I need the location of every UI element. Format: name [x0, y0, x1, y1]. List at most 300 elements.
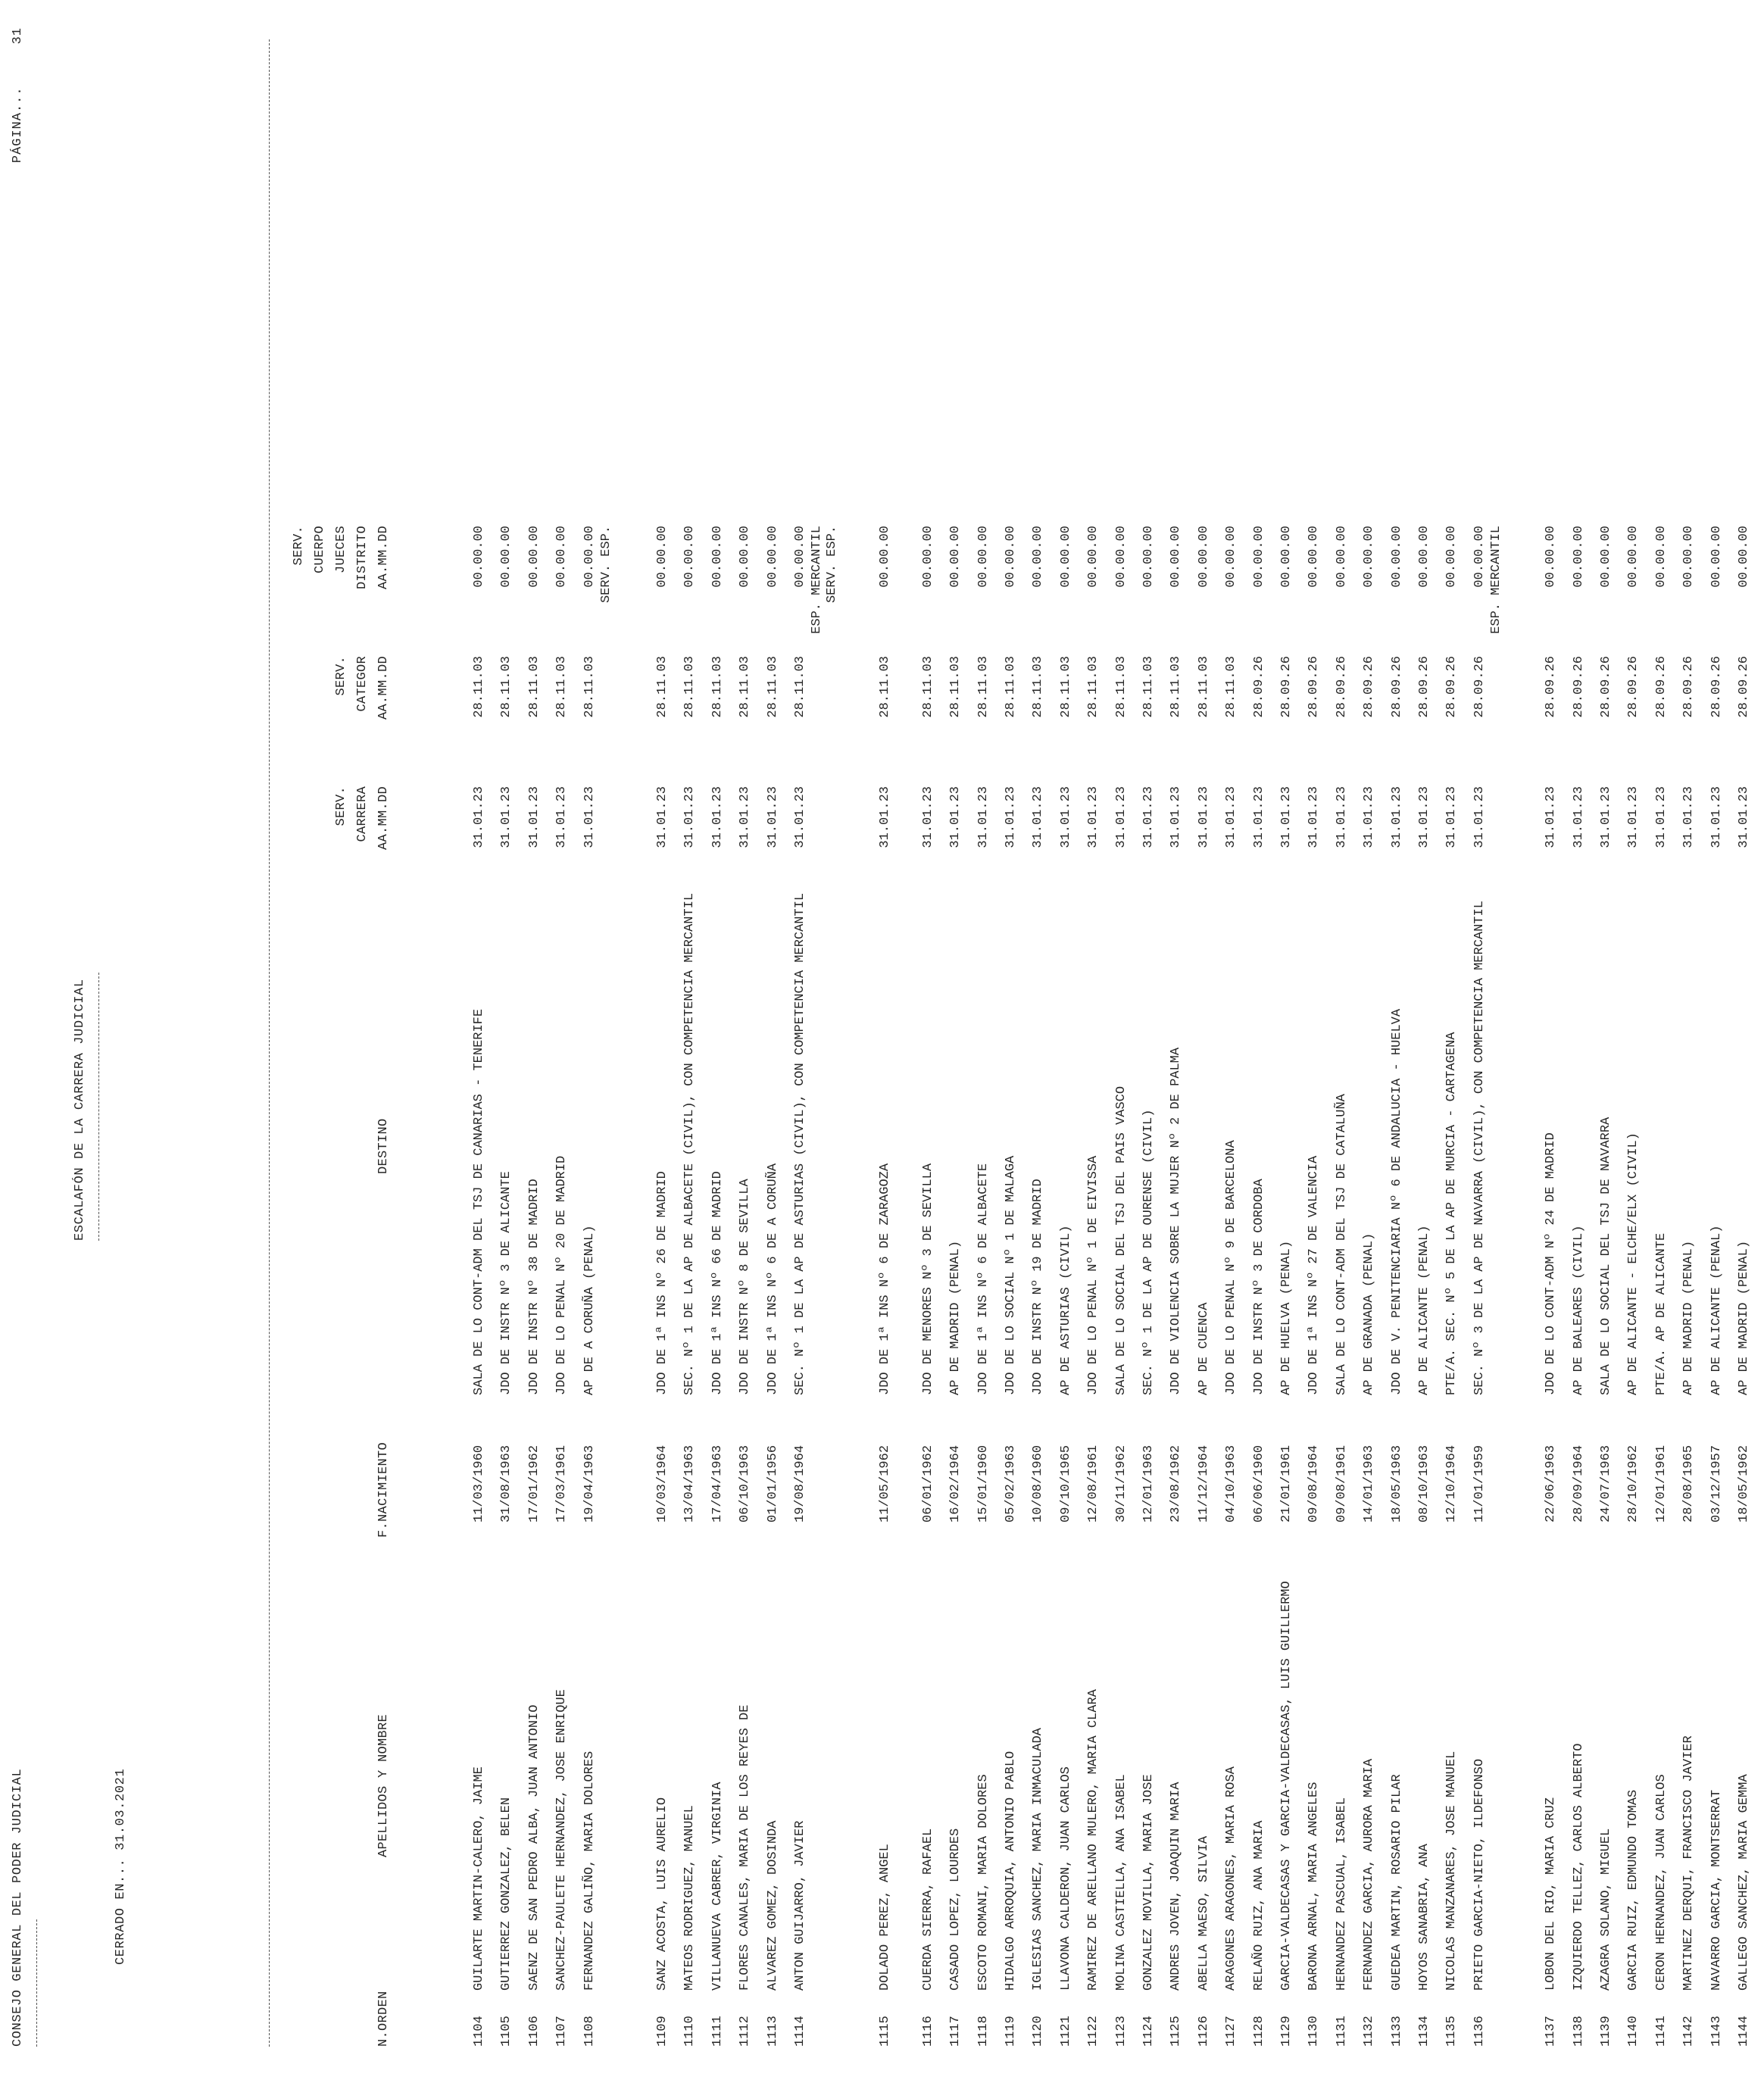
serv-distrito: 00.00.00 — [1058, 526, 1073, 588]
table-row — [1709, 0, 1737, 2080]
table-row — [499, 0, 526, 2080]
col-header-distrito-4: DISTRITO — [355, 526, 370, 590]
serv-categor: 28.09.26 — [1599, 656, 1613, 718]
order-number: 1106 — [526, 2016, 542, 2047]
full-name: FLORES CANALES, MARIA DE LOS REYES DE — [738, 1704, 753, 1991]
serv-distrito: 00.00.00 — [526, 526, 542, 588]
full-name: CUERDA SIERRA, RAFAEL — [920, 1828, 935, 1991]
order-number: 1108 — [582, 2016, 597, 2047]
header-rule — [269, 39, 270, 2047]
table-row — [1141, 0, 1169, 2080]
birth-date: 11/12/1964 — [1196, 1444, 1211, 1523]
destination: JDO DE INSTR Nº 3 DE CORDOBA — [1251, 1179, 1266, 1395]
order-number: 1107 — [554, 2016, 570, 2047]
serv-categor: 28.09.26 — [1653, 656, 1669, 718]
destination: JDO DE 1ª INS Nº 66 DE MADRID — [710, 1171, 725, 1395]
table-row — [1252, 0, 1279, 2080]
serv-categor: 28.11.03 — [682, 656, 698, 718]
birth-date: 17/04/1963 — [710, 1444, 725, 1523]
serv-categor: 28.09.26 — [1709, 656, 1724, 718]
serv-distrito: 00.00.00 — [948, 526, 963, 588]
serv-carrera: 31.01.23 — [765, 786, 780, 848]
serv-carrera: 31.01.23 — [1544, 786, 1559, 848]
serv-categor: 28.11.03 — [948, 656, 963, 718]
order-number: 1122 — [1086, 2016, 1101, 2047]
col-header-categor-3: AA.MM.DD — [376, 656, 391, 720]
full-name: LLAVONA CALDERON, JUAN CARLOS — [1058, 1766, 1073, 1991]
destination: PTE/A. SEC. Nº 5 DE LA AP DE MURCIA - CARTAGENA — [1444, 1032, 1460, 1395]
table-row — [554, 0, 582, 2080]
birth-date: 06/06/1960 — [1251, 1444, 1266, 1523]
serv-distrito: 00.00.00 — [472, 526, 486, 588]
table-row — [1417, 0, 1444, 2080]
full-name: IZQUIERDO TELLEZ, CARLOS ALBERTO — [1571, 1743, 1586, 1991]
birth-date: 14/01/1963 — [1362, 1444, 1377, 1523]
serv-distrito: 00.00.00 — [655, 526, 670, 588]
serv-carrera: 31.01.23 — [682, 786, 698, 848]
serv-distrito: 00.00.00 — [878, 526, 893, 588]
serv-distrito: 00.00.00 — [1224, 526, 1239, 588]
serv-categor: 28.11.03 — [1113, 656, 1129, 718]
serv-carrera: 31.01.23 — [793, 786, 807, 848]
birth-date: 11/03/1960 — [472, 1444, 486, 1523]
order-number: 1144 — [1737, 2016, 1751, 2047]
col-header-distrito-1: SERV. — [292, 526, 306, 566]
table-row — [1599, 0, 1626, 2080]
order-number: 1127 — [1224, 2016, 1239, 2047]
full-name: ARAGONES ARAGONES, MARIA ROSA — [1224, 1766, 1239, 1991]
section-subheading: SERV. ESP. — [825, 526, 840, 604]
serv-categor: 28.09.26 — [1544, 656, 1559, 718]
table-row — [1626, 0, 1653, 2080]
order-number: 1126 — [1196, 2016, 1211, 2047]
serv-carrera: 31.01.23 — [976, 786, 991, 848]
table-row — [921, 0, 948, 2080]
serv-categor: 28.09.26 — [1417, 656, 1431, 718]
serv-categor: 28.09.26 — [1279, 656, 1294, 718]
birth-date: 28/09/1964 — [1571, 1444, 1586, 1523]
serv-distrito: 00.00.00 — [1334, 526, 1349, 588]
full-name: VILLANUEVA CABRER, VIRGINIA — [710, 1782, 725, 1991]
serv-distrito: 00.00.00 — [1544, 526, 1559, 588]
serv-carrera: 31.01.23 — [1307, 786, 1322, 848]
serv-categor: 28.09.26 — [1737, 656, 1751, 718]
order-number: 1110 — [682, 2016, 698, 2047]
full-name: PRIETO GARCIA-NIETO, ILDEFONSO — [1472, 1758, 1487, 1991]
full-name: GUEDEA MARTIN, ROSARIO PILAR — [1389, 1774, 1404, 1991]
serv-carrera: 31.01.23 — [526, 786, 542, 848]
serv-categor: 28.11.03 — [765, 656, 780, 718]
serv-categor: 28.11.03 — [920, 656, 935, 718]
birth-date: 28/10/1962 — [1626, 1444, 1641, 1523]
birth-date: 15/01/1960 — [976, 1444, 991, 1523]
serv-distrito: 00.00.00 — [1031, 526, 1046, 588]
full-name: RELAÑO RUIZ, ANA MARIA — [1251, 1820, 1266, 1991]
serv-distrito: 00.00.00 — [1251, 526, 1266, 588]
serv-distrito: 00.00.00 — [682, 526, 698, 588]
order-number: 1109 — [655, 2016, 670, 2047]
destination: JDO DE LO PENAL Nº 20 DE MADRID — [554, 1155, 570, 1395]
serv-categor: 28.11.03 — [554, 656, 570, 718]
full-name: DOLADO PEREZ, ANGEL — [878, 1844, 893, 1991]
birth-date: 11/01/1959 — [1472, 1444, 1487, 1523]
serv-distrito: 00.00.00 — [1626, 526, 1641, 588]
serv-distrito: 00.00.00 — [1681, 526, 1697, 588]
birth-date: 22/06/1963 — [1544, 1444, 1559, 1523]
full-name: CERON HERNANDEZ, JUAN CARLOS — [1653, 1774, 1669, 1991]
order-number: 1105 — [499, 2016, 514, 2047]
order-number: 1115 — [878, 2016, 893, 2047]
table-row — [1086, 0, 1113, 2080]
full-name: HERNANDEZ PASCUAL, ISABEL — [1334, 1797, 1349, 1991]
birth-date: 28/08/1965 — [1681, 1444, 1697, 1523]
destination: AP DE ALICANTE - ELCHE/ELX (CIVIL) — [1626, 1132, 1641, 1395]
col-header-distrito-2: CUERPO — [313, 526, 327, 574]
serv-categor: 28.09.26 — [1307, 656, 1322, 718]
serv-distrito: 00.00.00 — [1004, 526, 1018, 588]
full-name: NAVARRO GARCIA, MONTSERRAT — [1709, 1789, 1724, 1991]
table-row — [878, 0, 905, 2080]
serv-carrera: 31.01.23 — [1113, 786, 1129, 848]
destination: AP DE CUENCA — [1196, 1302, 1211, 1395]
serv-categor: 28.09.26 — [1626, 656, 1641, 718]
birth-date: 12/10/1964 — [1444, 1444, 1460, 1523]
serv-distrito: 00.00.00 — [976, 526, 991, 588]
destination: JDO DE 1ª INS Nº 26 DE MADRID — [655, 1171, 670, 1395]
serv-categor: 28.11.03 — [710, 656, 725, 718]
birth-date: 10/08/1960 — [1031, 1444, 1046, 1523]
table-row — [976, 0, 1004, 2080]
birth-date: 06/10/1963 — [738, 1444, 753, 1523]
order-number: 1124 — [1141, 2016, 1156, 2047]
birth-date: 13/04/1963 — [682, 1444, 698, 1523]
destination: JDO DE LO PENAL Nº 9 DE BARCELONA — [1224, 1140, 1239, 1395]
table-row — [1737, 0, 1764, 2080]
order-number: 1116 — [920, 2016, 935, 2047]
serv-categor: 28.09.26 — [1389, 656, 1404, 718]
page-title: ESCALAFÓN DE LA CARRERA JUDICIAL — [73, 979, 87, 1241]
full-name: GONZALEZ MOVILLA, MARIA JOSE — [1141, 1774, 1156, 1991]
destination: AP DE MADRID (PENAL) — [1681, 1240, 1697, 1395]
destination: JDO DE VIOLENCIA SOBRE LA MUJER Nº 2 DE PALMA — [1169, 1047, 1184, 1395]
table-row — [1059, 0, 1086, 2080]
destination: AP DE MADRID (PENAL) — [948, 1240, 963, 1395]
order-number: 1135 — [1444, 2016, 1460, 2047]
serv-carrera: 31.01.23 — [878, 786, 893, 848]
serv-categor: 28.11.03 — [526, 656, 542, 718]
destination: SALA DE LO SOCIAL DEL TSJ DEL PAIS VASCO — [1113, 1085, 1129, 1395]
table-row — [1472, 0, 1500, 2080]
serv-carrera: 31.01.23 — [1362, 786, 1377, 848]
table-row — [1031, 0, 1058, 2080]
serv-carrera: 31.01.23 — [1737, 786, 1751, 848]
serv-carrera: 31.01.23 — [499, 786, 514, 848]
order-number: 1132 — [1362, 2016, 1377, 2047]
birth-date: 18/05/1962 — [1737, 1444, 1751, 1523]
column-headers — [130, 526, 417, 2080]
order-number: 1104 — [472, 2016, 486, 2047]
full-name: GALLEGO SANCHEZ, MARIA GEMMA — [1737, 1774, 1751, 1991]
table-row — [1335, 0, 1362, 2080]
table-row — [1307, 0, 1334, 2080]
table-row — [710, 0, 738, 2080]
serv-categor: 28.11.03 — [582, 656, 597, 718]
birth-date: 18/05/1963 — [1389, 1444, 1404, 1523]
destination: AP DE ASTURIAS (CIVIL) — [1058, 1225, 1073, 1395]
closed-date: CERRADO EN... 31.03.2021 — [114, 1768, 128, 1965]
title-underline — [98, 973, 99, 1241]
birth-date: 09/08/1961 — [1334, 1444, 1349, 1523]
destination: JDO DE 1ª INS Nº 6 DE A CORUÑA — [765, 1163, 780, 1395]
col-header-categor-2: CATEGOR — [355, 656, 370, 712]
serv-carrera: 31.01.23 — [948, 786, 963, 848]
serv-distrito: 00.00.00 — [1113, 526, 1129, 588]
serv-carrera: 31.01.23 — [1444, 786, 1460, 848]
serv-carrera: 31.01.23 — [1599, 786, 1613, 848]
birth-date: 17/01/1962 — [526, 1444, 542, 1523]
table-row — [472, 0, 499, 2080]
full-name: HOYOS SANABRIA, ANA — [1417, 1844, 1431, 1991]
serv-carrera: 31.01.23 — [1031, 786, 1046, 848]
organization-underline — [36, 1919, 37, 2047]
order-number: 1143 — [1709, 2016, 1724, 2047]
birth-date: 01/01/1956 — [765, 1444, 780, 1523]
destination: JDO DE 1ª INS Nº 6 DE ALBACETE — [976, 1163, 991, 1395]
serv-distrito: 00.00.00 — [1389, 526, 1404, 588]
serv-carrera: 31.01.23 — [1417, 786, 1431, 848]
serv-categor: 28.11.03 — [1169, 656, 1184, 718]
order-number: 1141 — [1653, 2016, 1669, 2047]
serv-carrera: 31.01.23 — [710, 786, 725, 848]
destination: JDO DE INSTR Nº 3 DE ALICANTE — [499, 1171, 514, 1395]
table-row — [1279, 0, 1307, 2080]
full-name: ESCOTO ROMANI, MARIA DOLORES — [976, 1774, 991, 1991]
destination: AP DE GRANADA (PENAL) — [1362, 1232, 1377, 1395]
page-number: 31 — [11, 27, 25, 45]
order-number: 1137 — [1544, 2016, 1559, 2047]
table-row — [948, 0, 976, 2080]
table-row — [582, 0, 610, 2080]
full-name: SAENZ DE SAN PEDRO ALBA, JUAN ANTONIO — [526, 1704, 542, 1991]
full-name: ALVAREZ GOMEZ, DOSINDA — [765, 1820, 780, 1991]
serv-carrera: 31.01.23 — [1626, 786, 1641, 848]
birth-date: 19/04/1963 — [582, 1444, 597, 1523]
full-name: RAMIREZ DE ARELLANO MULERO, MARIA CLARA — [1086, 1689, 1101, 1991]
full-name: MATEOS RODRIGUEZ, MANUEL — [682, 1805, 698, 1991]
order-number: 1120 — [1031, 2016, 1046, 2047]
table-row — [1681, 0, 1709, 2080]
order-number: 1142 — [1681, 2016, 1697, 2047]
serv-distrito: 00.00.00 — [1472, 526, 1487, 588]
serv-distrito: 00.00.00 — [1599, 526, 1613, 588]
table-row — [682, 0, 710, 2080]
serv-categor: 28.09.26 — [1681, 656, 1697, 718]
birth-date: 19/08/1964 — [793, 1444, 807, 1523]
full-name: MOLINA CASTIELLA, ANA ISABEL — [1113, 1774, 1129, 1991]
table-row — [527, 0, 554, 2080]
serv-categor: 28.09.26 — [1362, 656, 1377, 718]
birth-date: 09/10/1965 — [1058, 1444, 1073, 1523]
destination: SEC. Nº 1 DE LA AP DE ASTURIAS (CIVIL), CON COMPETENCIA MERCANTIL — [793, 892, 807, 1395]
full-name: AZAGRA SOLANO, MIGUEL — [1599, 1828, 1613, 1991]
serv-carrera: 31.01.23 — [1389, 786, 1404, 848]
destination: SEC. Nº 1 DE LA AP DE OURENSE (CIVIL) — [1141, 1109, 1156, 1395]
full-name: FERNANDEZ GARCIA, AURORA MARIA — [1362, 1758, 1377, 1991]
table-row — [1654, 0, 1681, 2080]
serv-categor: 28.11.03 — [1031, 656, 1046, 718]
organization-name: CONSEJO GENERAL DEL PODER JUDICIAL — [11, 1768, 25, 2047]
serv-carrera: 31.01.23 — [1334, 786, 1349, 848]
full-name: FERNANDEZ GALIÑO, MARIA DOLORES — [582, 1751, 597, 1991]
birth-date: 12/08/1961 — [1086, 1444, 1101, 1523]
full-name: GARCIA RUIZ, EDMUNDO TOMAS — [1626, 1789, 1641, 1991]
order-number: 1113 — [765, 2016, 780, 2047]
order-number: 1140 — [1626, 2016, 1641, 2047]
serv-distrito: 00.00.00 — [738, 526, 753, 588]
serv-carrera: 31.01.23 — [1058, 786, 1073, 848]
serv-categor: 28.11.03 — [499, 656, 514, 718]
serv-distrito: 00.00.00 — [1307, 526, 1322, 588]
col-header-carrera-3: AA.MM.DD — [376, 786, 391, 851]
col-header-carrera-2: CARRERA — [355, 786, 370, 842]
order-number: 1134 — [1417, 2016, 1431, 2047]
serv-distrito: 00.00.00 — [499, 526, 514, 588]
serv-carrera: 31.01.23 — [1086, 786, 1101, 848]
order-number: 1121 — [1058, 2016, 1073, 2047]
full-name: GUILARTE MARTIN-CALERO, JAIME — [472, 1766, 486, 1991]
col-header-distrito-3: JUECES — [334, 526, 348, 574]
full-name: ABELLA MAESO, SILVIA — [1196, 1835, 1211, 1991]
full-name: ANTON GUIJARRO, JAVIER — [793, 1820, 807, 1991]
serv-categor: 28.11.03 — [1224, 656, 1239, 718]
serv-carrera: 31.01.23 — [655, 786, 670, 848]
order-number: 1130 — [1307, 2016, 1322, 2047]
serv-carrera: 31.01.23 — [582, 786, 597, 848]
serv-categor: 28.09.26 — [1251, 656, 1266, 718]
serv-categor: 28.11.03 — [738, 656, 753, 718]
table-row — [1444, 0, 1472, 2080]
birth-date: 03/12/1957 — [1709, 1444, 1724, 1523]
order-number: 1114 — [793, 2016, 807, 2047]
serv-carrera: 31.01.23 — [1004, 786, 1018, 848]
birth-date: 31/08/1963 — [499, 1444, 514, 1523]
table-row — [655, 0, 682, 2080]
destination: SEC. Nº 3 DE LA AP DE NAVARRA (CIVIL), CON COMPETENCIA MERCANTIL — [1472, 901, 1487, 1395]
serv-categor: 28.09.26 — [1444, 656, 1460, 718]
serv-categor: 28.09.26 — [1571, 656, 1586, 718]
order-number: 1118 — [976, 2016, 991, 2047]
destination: AP DE A CORUÑA (PENAL) — [582, 1225, 597, 1395]
birth-date: 10/03/1964 — [655, 1444, 670, 1523]
birth-date: 06/01/1962 — [920, 1444, 935, 1523]
destination: SALA DE LO CONT-ADM DEL TSJ DE CATALUÑA — [1334, 1094, 1349, 1395]
serv-distrito: 00.00.00 — [793, 526, 807, 588]
serv-distrito: 00.00.00 — [1141, 526, 1156, 588]
full-name: GARCIA-VALDECASAS Y GARCIA-VALDECASAS, LUIS GUILLERMO — [1279, 1581, 1294, 1991]
serv-carrera: 31.01.23 — [1196, 786, 1211, 848]
serv-categor: 28.11.03 — [472, 656, 486, 718]
col-header-distrito-5: AA.MM.DD — [376, 526, 391, 590]
serv-carrera: 31.01.23 — [472, 786, 486, 848]
section-subheading: SERV. ESP. — [599, 526, 613, 604]
destination: JDO DE 1ª INS Nº 6 DE ZARAGOZA — [878, 1163, 893, 1395]
destination: AP DE ALICANTE (PENAL) — [1709, 1225, 1724, 1395]
destination: JDO DE LO PENAL Nº 1 DE EIVISSA — [1086, 1155, 1101, 1395]
col-header-categor-1: SERV. — [334, 656, 348, 696]
serv-distrito: 00.00.00 — [1709, 526, 1724, 588]
full-name: HIDALGO ARROQUIA, ANTONIO PABLO — [1004, 1751, 1018, 1991]
order-number: 1117 — [948, 2016, 963, 2047]
serv-categor: 28.09.26 — [1334, 656, 1349, 718]
birth-date: 24/07/1963 — [1599, 1444, 1613, 1523]
serv-carrera: 31.01.23 — [1279, 786, 1294, 848]
section-subheading: ESP. MERCANTIL — [1489, 526, 1504, 634]
birth-date: 16/02/1964 — [948, 1444, 963, 1523]
table-row — [1114, 0, 1141, 2080]
table-row — [1572, 0, 1599, 2080]
destination: SALA DE LO CONT-ADM DEL TSJ DE CANARIAS - TENERIFE — [472, 1008, 486, 1395]
serv-distrito: 00.00.00 — [1196, 526, 1211, 588]
full-name: SANZ ACOSTA, LUIS AURELIO — [655, 1797, 670, 1991]
order-number: 1133 — [1389, 2016, 1404, 2047]
page-label: PÁGINA... — [11, 86, 25, 164]
serv-categor: 28.11.03 — [1086, 656, 1101, 718]
serv-categor: 28.11.03 — [1196, 656, 1211, 718]
full-name: NICOLAS MANZANARES, JOSE MANUEL — [1444, 1751, 1460, 1991]
serv-distrito: 00.00.00 — [554, 526, 570, 588]
birth-date: 30/11/1962 — [1113, 1444, 1129, 1523]
serv-carrera: 31.01.23 — [1251, 786, 1266, 848]
table-row — [793, 0, 820, 2080]
serv-distrito: 00.00.00 — [1169, 526, 1184, 588]
serv-categor: 28.11.03 — [1004, 656, 1018, 718]
table-row — [766, 0, 793, 2080]
birth-date: 12/01/1963 — [1141, 1444, 1156, 1523]
full-name: BARONA ARNAL, MARIA ANGELES — [1307, 1782, 1322, 1991]
serv-distrito: 00.00.00 — [765, 526, 780, 588]
full-name: ANDRES JOVEN, JOAQUIN MARIA — [1169, 1782, 1184, 1991]
serv-distrito: 00.00.00 — [1417, 526, 1431, 588]
table-row — [1169, 0, 1196, 2080]
order-number: 1119 — [1004, 2016, 1018, 2047]
destination: SALA DE LO SOCIAL DEL TSJ DE NAVARRA — [1599, 1117, 1613, 1395]
destination: JDO DE V. PENITENCIARIA Nº 6 DE ANDALUCIA - HUELVA — [1389, 1008, 1404, 1395]
serv-carrera: 31.01.23 — [920, 786, 935, 848]
order-number: 1111 — [710, 2016, 725, 2047]
destination: AP DE ALICANTE (PENAL) — [1417, 1225, 1431, 1395]
full-name: CASADO LOPEZ, LOURDES — [948, 1828, 963, 1991]
table-row — [1544, 0, 1571, 2080]
destination: JDO DE INSTR Nº 8 DE SEVILLA — [738, 1179, 753, 1395]
col-header-num: N.ORDEN — [376, 1991, 391, 2047]
destination: SEC. Nº 1 DE LA AP DE ALBACETE (CIVIL), CON COMPETENCIA MERCANTIL — [682, 892, 698, 1395]
serv-carrera: 31.01.23 — [1709, 786, 1724, 848]
destination: AP DE MADRID (PENAL) — [1737, 1240, 1751, 1395]
table-row — [1004, 0, 1031, 2080]
section-subheading: ESP. MERCANTIL — [810, 526, 825, 634]
destination: PTE/A. AP DE ALICANTE — [1653, 1232, 1669, 1395]
birth-date: 04/10/1963 — [1224, 1444, 1239, 1523]
full-name: IGLESIAS SANCHEZ, MARIA INMACULADA — [1031, 1728, 1046, 1991]
serv-distrito: 00.00.00 — [1737, 526, 1751, 588]
serv-categor: 28.11.03 — [1058, 656, 1073, 718]
birth-date: 12/01/1961 — [1653, 1444, 1669, 1523]
col-header-dest: DESTINO — [376, 1118, 391, 1174]
destination: JDO DE MENORES Nº 3 DE SEVILLA — [920, 1163, 935, 1395]
birth-date: 17/03/1961 — [554, 1444, 570, 1523]
serv-categor: 28.11.03 — [1141, 656, 1156, 718]
order-number: 1123 — [1113, 2016, 1129, 2047]
